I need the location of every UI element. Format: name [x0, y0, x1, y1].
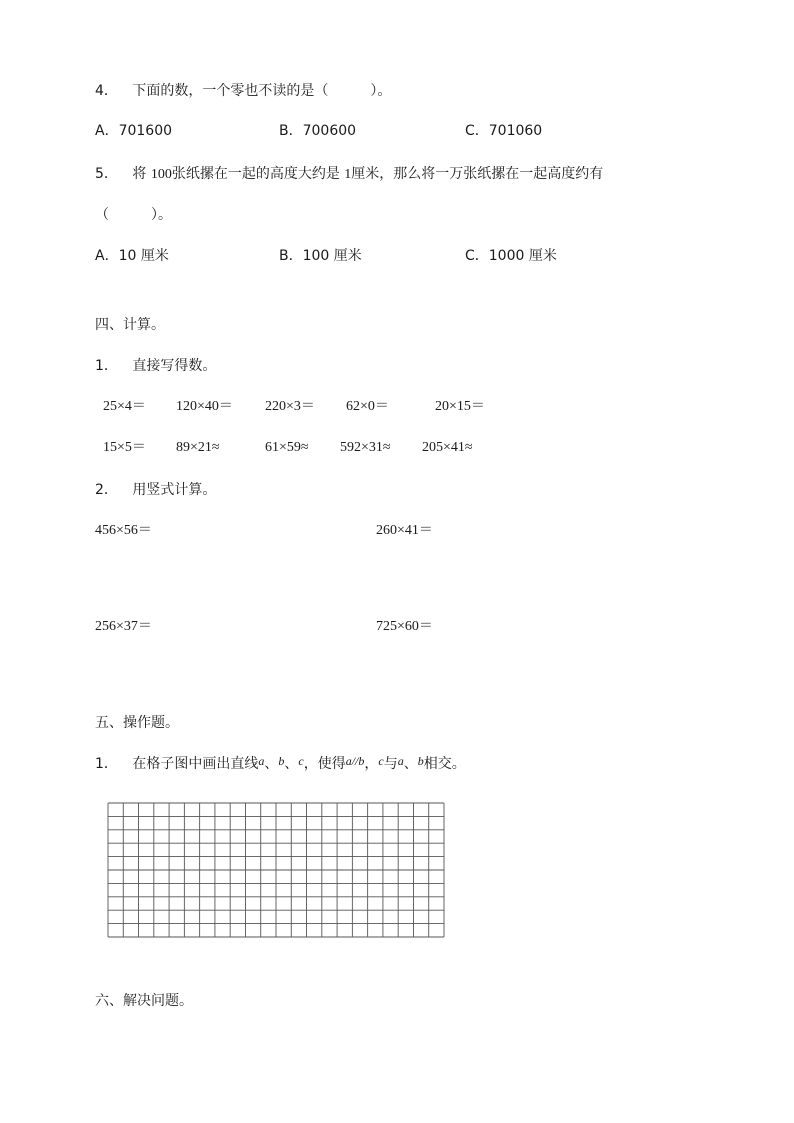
question-number-value: 1	[344, 167, 352, 182]
option-b: B．100 厘米	[279, 248, 362, 264]
variable: b	[417, 754, 424, 768]
option-c: C．701060	[465, 123, 543, 139]
vertical-calc-item: 725×60＝	[376, 619, 433, 634]
question-stem-part: 在格子图中画出直线	[132, 756, 259, 772]
question-number: 1．	[95, 756, 118, 772]
question-stem: 直接写得数。	[132, 358, 217, 374]
section-title: 五、操作题。	[95, 715, 179, 731]
question-number: 5．	[95, 166, 118, 182]
option-c: C．1000 厘米	[465, 248, 557, 264]
section-title: 六、解决问题。	[95, 993, 193, 1009]
question-number: 1．	[95, 358, 118, 374]
oral-calc-item: 20×15＝	[435, 399, 485, 414]
question-stem-part: 张纸摞在一起的高度大约是	[171, 166, 340, 182]
question-stem-part: 厘米，那么将一万张纸摞在一起高度约有	[351, 166, 604, 182]
sub-question-2	[95, 481, 216, 499]
question-5	[95, 165, 603, 184]
oral-calc-item: 89×21≈	[176, 440, 220, 455]
option-a: A．10 厘米	[95, 248, 169, 264]
question-stem-part: 相交。	[423, 756, 466, 772]
question-4	[95, 82, 391, 100]
oral-calc-item: 592×31≈	[340, 440, 391, 455]
section-title: 四、计算。	[95, 317, 165, 333]
drawing-grid[interactable]	[107, 802, 447, 942]
variable: c	[298, 754, 304, 768]
separator: 、	[403, 756, 418, 772]
question-stem: 用竖式计算。	[132, 482, 217, 498]
variable: b	[278, 754, 285, 768]
question-number: 2．	[95, 482, 118, 498]
question-5-continuation: （ ）。	[95, 207, 172, 223]
question-stem-part: 将	[132, 166, 147, 182]
variable: a	[258, 754, 265, 768]
question-number-value: 100	[150, 167, 172, 182]
oral-calc-item: 25×4＝	[103, 399, 146, 414]
oral-calc-item: 120×40＝	[176, 399, 233, 414]
oral-calc-item: 61×59≈	[265, 440, 309, 455]
oral-calc-item: 15×5＝	[103, 440, 146, 455]
question-number: 4．	[95, 83, 118, 99]
separator: 、	[284, 756, 299, 772]
question-stem-part: ，	[364, 756, 379, 772]
question-stem-part: ，使得	[303, 756, 346, 772]
option-a: A．701600	[95, 123, 173, 139]
question-stem-part: 与	[383, 756, 398, 772]
sub-question-1	[95, 357, 216, 375]
vertical-calc-item: 256×37＝	[95, 619, 152, 634]
vertical-calc-item: 456×56＝	[95, 523, 152, 538]
variable: c	[378, 754, 384, 768]
variable: a	[397, 754, 404, 768]
oral-calc-item: 62×0＝	[346, 399, 389, 414]
option-b: B．700600	[279, 123, 357, 139]
vertical-calc-item: 260×41＝	[376, 523, 433, 538]
oral-calc-item: 205×41≈	[422, 440, 473, 455]
parallel-expression: a//b	[345, 754, 365, 768]
oral-calc-item: 220×3＝	[265, 399, 315, 414]
grid-lines	[107, 802, 447, 938]
separator: 、	[264, 756, 279, 772]
operation-question-1	[95, 755, 466, 773]
question-stem: 下面的数，一个零也不读的是（ ）。	[132, 83, 392, 99]
